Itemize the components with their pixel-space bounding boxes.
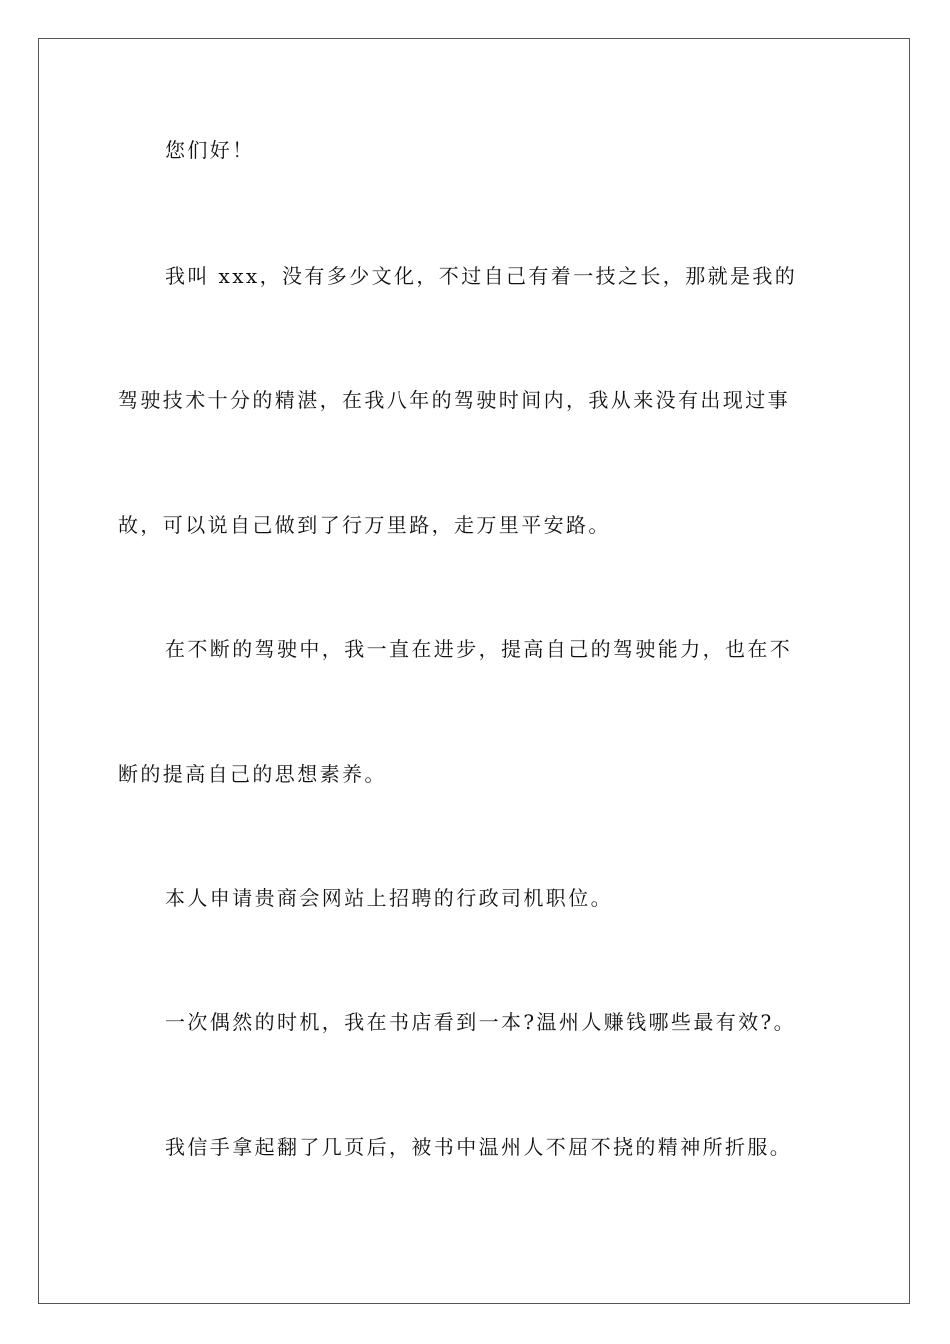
- paragraph-2-line-2: 断的提高自己的思想素养。: [118, 762, 387, 786]
- greeting-line: 您们好！: [165, 138, 255, 162]
- paragraph-4-line-1: 一次偶然的时机，我在书店看到一本?温州人赚钱哪些最有效?。: [165, 1010, 797, 1034]
- paragraph-5-line-1: 我信手拿起翻了几页后，被书中温州人不屈不挠的精神所折服。: [165, 1135, 793, 1159]
- paragraph-2-line-1: 在不断的驾驶中，我一直在进步，提高自己的驾驶能力，也在不: [165, 637, 793, 661]
- paragraph-1-line-2: 驾驶技术十分的精湛，在我八年的驾驶时间内，我从来没有出现过事: [118, 388, 790, 412]
- page-border: [38, 38, 910, 1304]
- paragraph-1-line-3: 故，可以说自己做到了行万里路，走万里平安路。: [118, 513, 611, 537]
- paragraph-1-line-1: 我叫 xxx，没有多少文化，不过自己有着一技之长，那就是我的: [165, 264, 798, 288]
- paragraph-3-line-1: 本人申请贵商会网站上招聘的行政司机职位。: [165, 886, 613, 910]
